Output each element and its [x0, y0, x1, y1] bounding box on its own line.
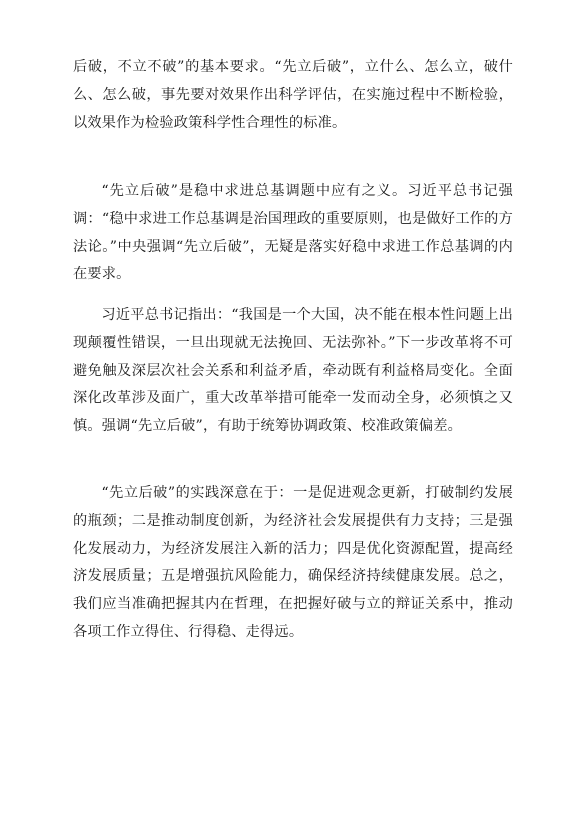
paragraph-3 — [73, 302, 513, 441]
paragraph-1-text: 后破，不立不破”的基本要求。“先立后破”，立什么、怎么立，破什么、怎么破，事先要对效果作出科学评估，在实施过程中不断检验，以效果作为检验政策科学性合理性的标准。 — [73, 59, 513, 131]
paragraph-2-text: “先立后破”是稳中求进总基调题中应有之义。习近平总书记强调：“稳中求进工作总基调是治国理政的重要原则，也是做好工作的方法论。”中央强调“先立后破”，无疑是落实好稳中求进工作总基调的内在要求。 — [73, 183, 513, 283]
paragraph-2 — [73, 178, 513, 289]
paragraph-4 — [73, 480, 513, 647]
paragraph-4-text: “先立后破”的实践深意在于：一是促进观念更新，打破制约发展的瓶颈；二是推动制度创新，为经济社会发展提供有力支持；三是强化发展动力，为经济发展注入新的活力；四是优化资源配置，提高经济发展质量；五是增强抗风险能力，确保经济持续健康发展。总之，我们应当准确把握其内在哲理，在把握好破与立的辩证关系中，推动各项工作立得住、行得稳、走得远。 — [73, 485, 513, 640]
paragraph-1 — [73, 54, 513, 137]
paragraph-3-text: 习近平总书记指出：“我国是一个大国，决不能在根本性问题上出现颠覆性错误，一旦出现就无法挽回、无法弥补。”下一步改革将不可避免触及深层次社会关系和利益矛盾，牵动既有利益格局变化。全面深化改革涉及面广，重大改革举措可能牵一发而动全身，必须慎之又慎。强调“先立后破”，有助于统筹协调政策、校准政策偏差。 — [73, 307, 513, 435]
